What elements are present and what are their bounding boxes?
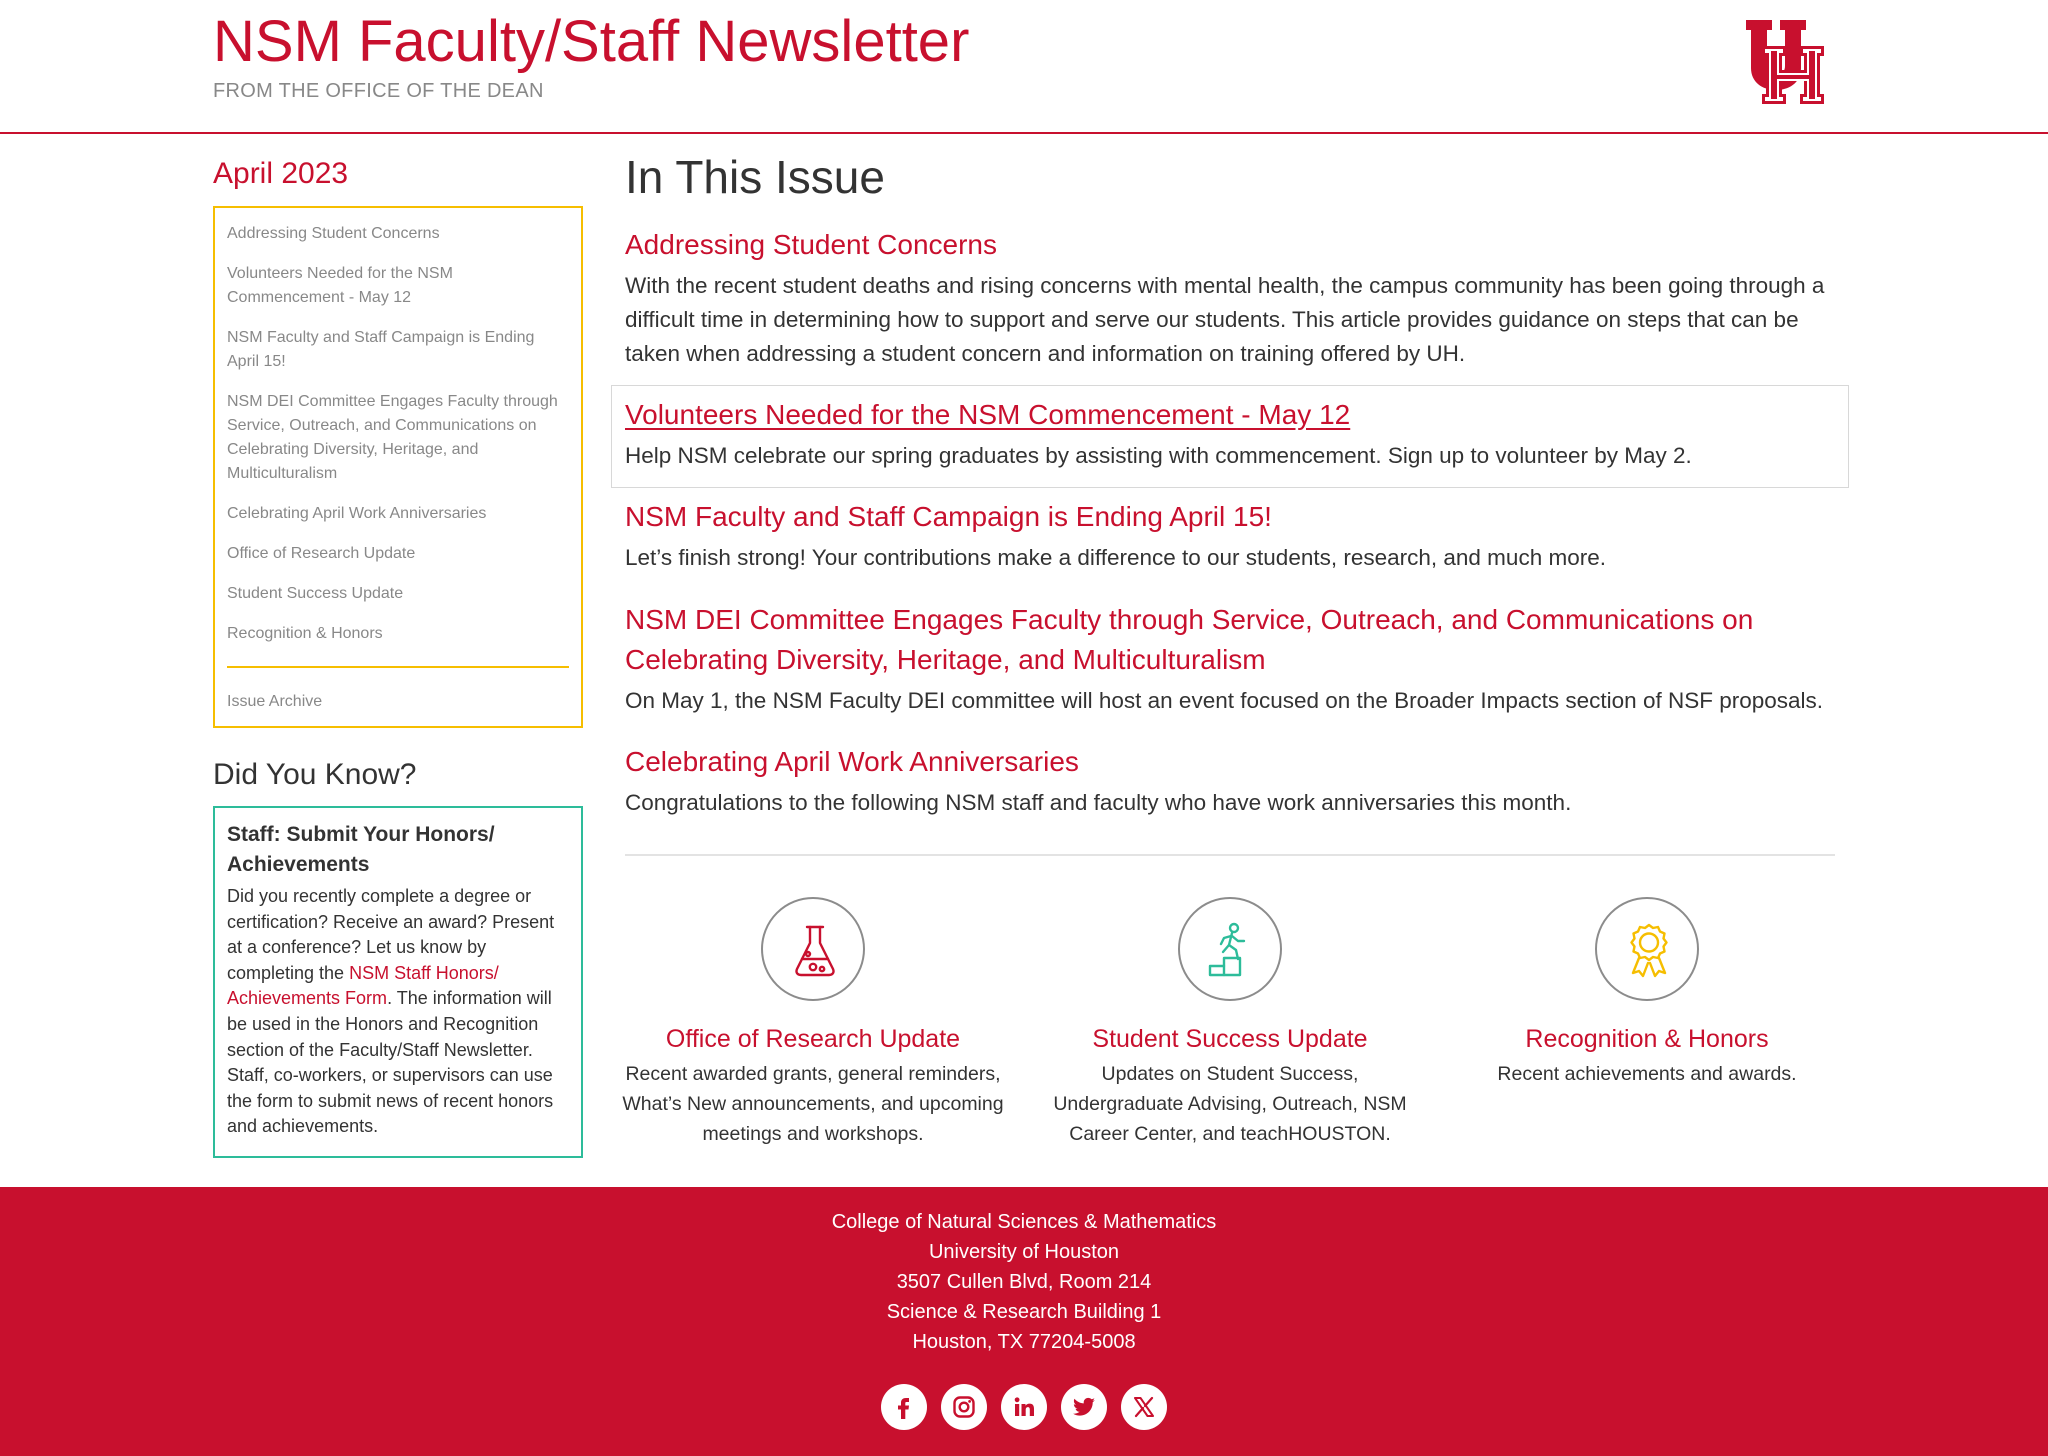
toc-item-recognition-honors[interactable]: Recognition & Honors <box>227 625 383 642</box>
card-summary: Recent achievements and awards. <box>1497 1063 1797 1085</box>
toc-item-office-of-research[interactable]: Office of Research Update <box>227 545 416 562</box>
in-this-issue-title: In This Issue <box>625 151 885 203</box>
footer-college: College of Natural Sciences & Mathematics <box>831 1211 1217 1233</box>
article-summary: Let’s finish strong! Your contributions make a difference to our students, research, and much more. <box>625 545 1606 570</box>
article-campaign-ending <box>625 497 1835 575</box>
issue-table-of-contents <box>213 206 583 728</box>
card-summary: Updates on Student Success, Undergraduate Advising, Outreach, NSM Career Center, and teachHOUSTON. <box>1053 1063 1407 1145</box>
instagram-icon[interactable] <box>941 1384 987 1430</box>
did-you-know-text-before: Did you recently complete a degree or certification? Receive an award? Present at a conference? Let us know by completing the <box>227 886 555 983</box>
toc-item-student-success[interactable]: Student Success Update <box>227 585 404 602</box>
article-summary: On May 1, the NSM Faculty DEI committee will host an event focused on the Broader Impacts section of NSF proposals. <box>625 688 1824 713</box>
did-you-know-title: Did You Know? <box>213 758 417 791</box>
card-icon-circle[interactable] <box>761 897 865 1001</box>
issue-archive-link[interactable]: Issue Archive <box>227 693 323 710</box>
article-summary: Help NSM celebrate our spring graduates by assisting with commencement. Sign up to volunteer by May 2. <box>625 443 1692 468</box>
facebook-icon[interactable] <box>881 1384 927 1430</box>
page-header <box>0 0 2048 134</box>
article-volunteers-commencement <box>625 395 1835 473</box>
did-you-know-body <box>227 884 569 1140</box>
card-title[interactable]: Recognition & Honors <box>1525 1025 1769 1053</box>
article-title[interactable]: Celebrating April Work Anniversaries <box>625 746 1079 777</box>
did-you-know-box <box>213 806 583 1158</box>
article-title[interactable]: NSM Faculty and Staff Campaign is Ending April 15! <box>625 501 1272 532</box>
uh-logo-icon[interactable] <box>1742 18 1836 108</box>
footer-university: University of Houston <box>928 1241 1120 1263</box>
footer-building: Science & Research Building 1 <box>886 1301 1162 1323</box>
article-title[interactable]: Volunteers Needed for the NSM Commencement - May 12 <box>625 399 1351 430</box>
footer-address <box>0 1207 2048 1357</box>
award-ribbon-icon <box>1619 921 1679 981</box>
article-title[interactable]: NSM DEI Committee Engages Faculty through Service, Outreach, and Communications on Celebrating Diversity, Heritage, and Multiculturalism <box>625 604 1754 675</box>
article-work-anniversaries <box>625 742 1835 820</box>
social-links <box>881 1384 1171 1432</box>
toc-divider <box>227 666 569 668</box>
footer-street: 3507 Cullen Blvd, Room 214 <box>896 1271 1152 1293</box>
article-addressing-student-concerns <box>625 225 1835 371</box>
toc-item-addressing-student-concerns[interactable]: Addressing Student Concerns <box>227 225 440 242</box>
card-student-success <box>1035 897 1425 1149</box>
card-icon-circle[interactable] <box>1595 897 1699 1001</box>
page-footer <box>0 1187 2048 1456</box>
stairs-climber-icon <box>1202 921 1262 981</box>
toc-item-campaign-ending[interactable]: NSM Faculty and Staff Campaign is Ending April 15! <box>227 329 535 370</box>
card-title[interactable]: Office of Research Update <box>665 1025 961 1053</box>
newsletter-subtitle: FROM THE OFFICE OF THE DEAN <box>213 80 544 102</box>
toc-item-work-anniversaries[interactable]: Celebrating April Work Anniversaries <box>227 505 487 522</box>
newsletter-title: NSM Faculty/Staff Newsletter <box>213 9 970 74</box>
card-recognition-honors <box>1452 897 1842 1089</box>
article-summary: With the recent student deaths and rising concerns with mental health, the campus community has been going through a difficult time in determining how to support and serve our students. This article provides guidance on steps that can be taken when addressing a student concern and information on training offered by UH. <box>625 273 1825 366</box>
content-divider <box>625 854 1835 856</box>
footer-city: Houston, TX 77204-5008 <box>912 1331 1136 1353</box>
flask-icon <box>785 921 845 981</box>
linkedin-icon[interactable] <box>1001 1384 1047 1430</box>
toc-item-dei-committee[interactable]: NSM DEI Committee Engages Faculty through Service, Outreach, and Communications on Celebrating Diversity, Heritage, and Multiculturalism <box>227 393 558 482</box>
did-you-know-text-after: . The information will be used in the Honors and Recognition section of the Faculty/Staff Newsletter. Staff, co-workers, or supervisors can use the form to submit news of recent honors and achievements. <box>227 988 554 1137</box>
card-title[interactable]: Student Success Update <box>1092 1025 1368 1053</box>
did-you-know-heading: Staff: Submit Your Honors/ Achievements <box>227 823 495 876</box>
card-icon-circle[interactable] <box>1178 897 1282 1001</box>
issue-month: April 2023 <box>213 157 349 190</box>
card-summary: Recent awarded grants, general reminders, What’s New announcements, and upcoming meetings and workshops. <box>622 1063 1004 1145</box>
card-office-of-research <box>618 897 1008 1149</box>
toc-item-volunteers-commencement[interactable]: Volunteers Needed for the NSM Commencement - May 12 <box>227 265 453 306</box>
article-title[interactable]: Addressing Student Concerns <box>625 229 997 260</box>
x-icon[interactable] <box>1121 1384 1167 1430</box>
honors-form-link[interactable]: NSM Staff Honors/ Achievements Form <box>227 962 499 1009</box>
article-summary: Congratulations to the following NSM staff and faculty who have work anniversaries this month. <box>625 790 1572 815</box>
twitter-icon[interactable] <box>1061 1384 1107 1430</box>
article-dei-committee <box>625 600 1835 718</box>
